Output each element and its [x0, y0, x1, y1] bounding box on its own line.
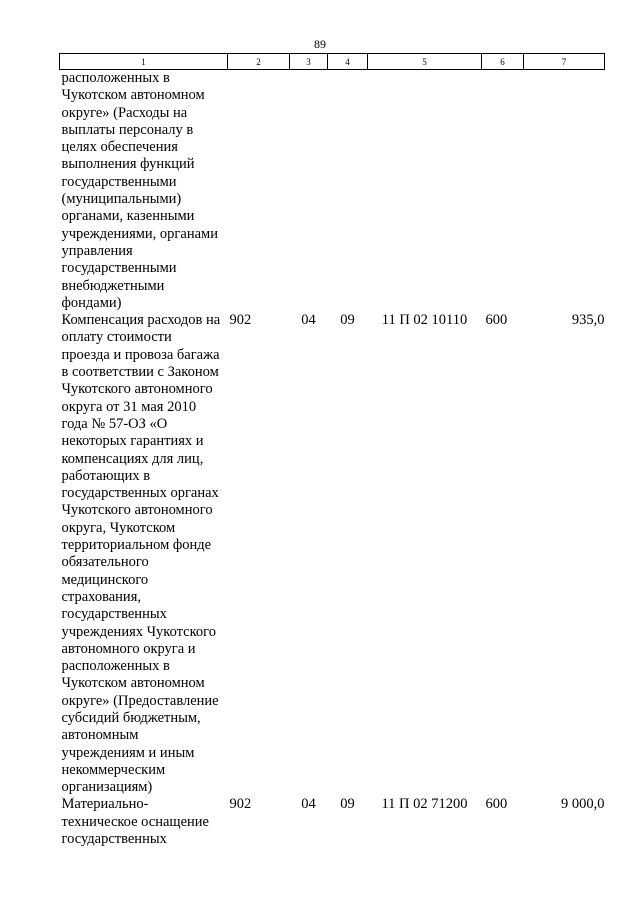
column-number-header	[60, 54, 605, 70]
section-code: 04	[301, 312, 316, 329]
ministry-code	[228, 70, 290, 313]
row-description: Материально- техническое оснащение государственных	[61, 796, 209, 848]
table-row	[60, 796, 605, 848]
column-header-2: 2	[228, 54, 290, 70]
section-code: 04	[301, 796, 316, 813]
expense-type-code	[482, 70, 524, 313]
column-header-1: 1	[60, 54, 228, 70]
column-header-7: 7	[524, 54, 605, 70]
column-header-6: 6	[482, 54, 524, 70]
subsection-code: 09	[340, 796, 355, 813]
page-number: 89	[314, 37, 326, 51]
subsection-code	[328, 70, 368, 313]
expense-type-code: 600	[485, 312, 508, 329]
column-header-3: 3	[290, 54, 328, 70]
amount: 935,0	[571, 312, 605, 329]
section-code	[290, 70, 328, 313]
subsection-code: 09	[340, 312, 355, 329]
expense-type-code: 600	[485, 796, 508, 813]
budget-table	[59, 53, 605, 848]
table-row	[60, 70, 605, 313]
row-description: расположенных в Чукотском автономном округе» (Расходы на выплаты персоналу в целях обеспечения выполнения функций государственными (муниципальными) органами, казенными учреждениями, органами управления государственными внебюджетными фондами)	[61, 70, 218, 311]
amount	[524, 70, 605, 313]
ministry-code: 902	[229, 312, 252, 329]
target-article-code: 11 П 02 71200	[381, 796, 468, 813]
row-description: Компенсация расходов на оплату стоимости проезда и провоза багажа в соответствии с Законом Чукотского автономного округа от 31 мая 2010 года № 57-ОЗ «О некоторых гарантиях и компенсациях для лиц, работающих в государственных органах Чукотского автономного округа, Чукотском территориальном фонде обязательного медицинского страхования, государственных учреждениях Чукотского автономного округа и расположенных в Чукотском автономном округе» (Предоставление субсидий бюджетным, автономным учреждениям и иным некоммерческим организациям)	[61, 312, 221, 796]
ministry-code: 902	[229, 796, 252, 813]
table-row	[60, 312, 605, 796]
target-article-code: 11 П 02 10110	[381, 312, 468, 329]
target-article-code	[368, 70, 482, 313]
column-header-5: 5	[368, 54, 482, 70]
column-header-4: 4	[328, 54, 368, 70]
amount: 9 000,0	[561, 796, 605, 813]
